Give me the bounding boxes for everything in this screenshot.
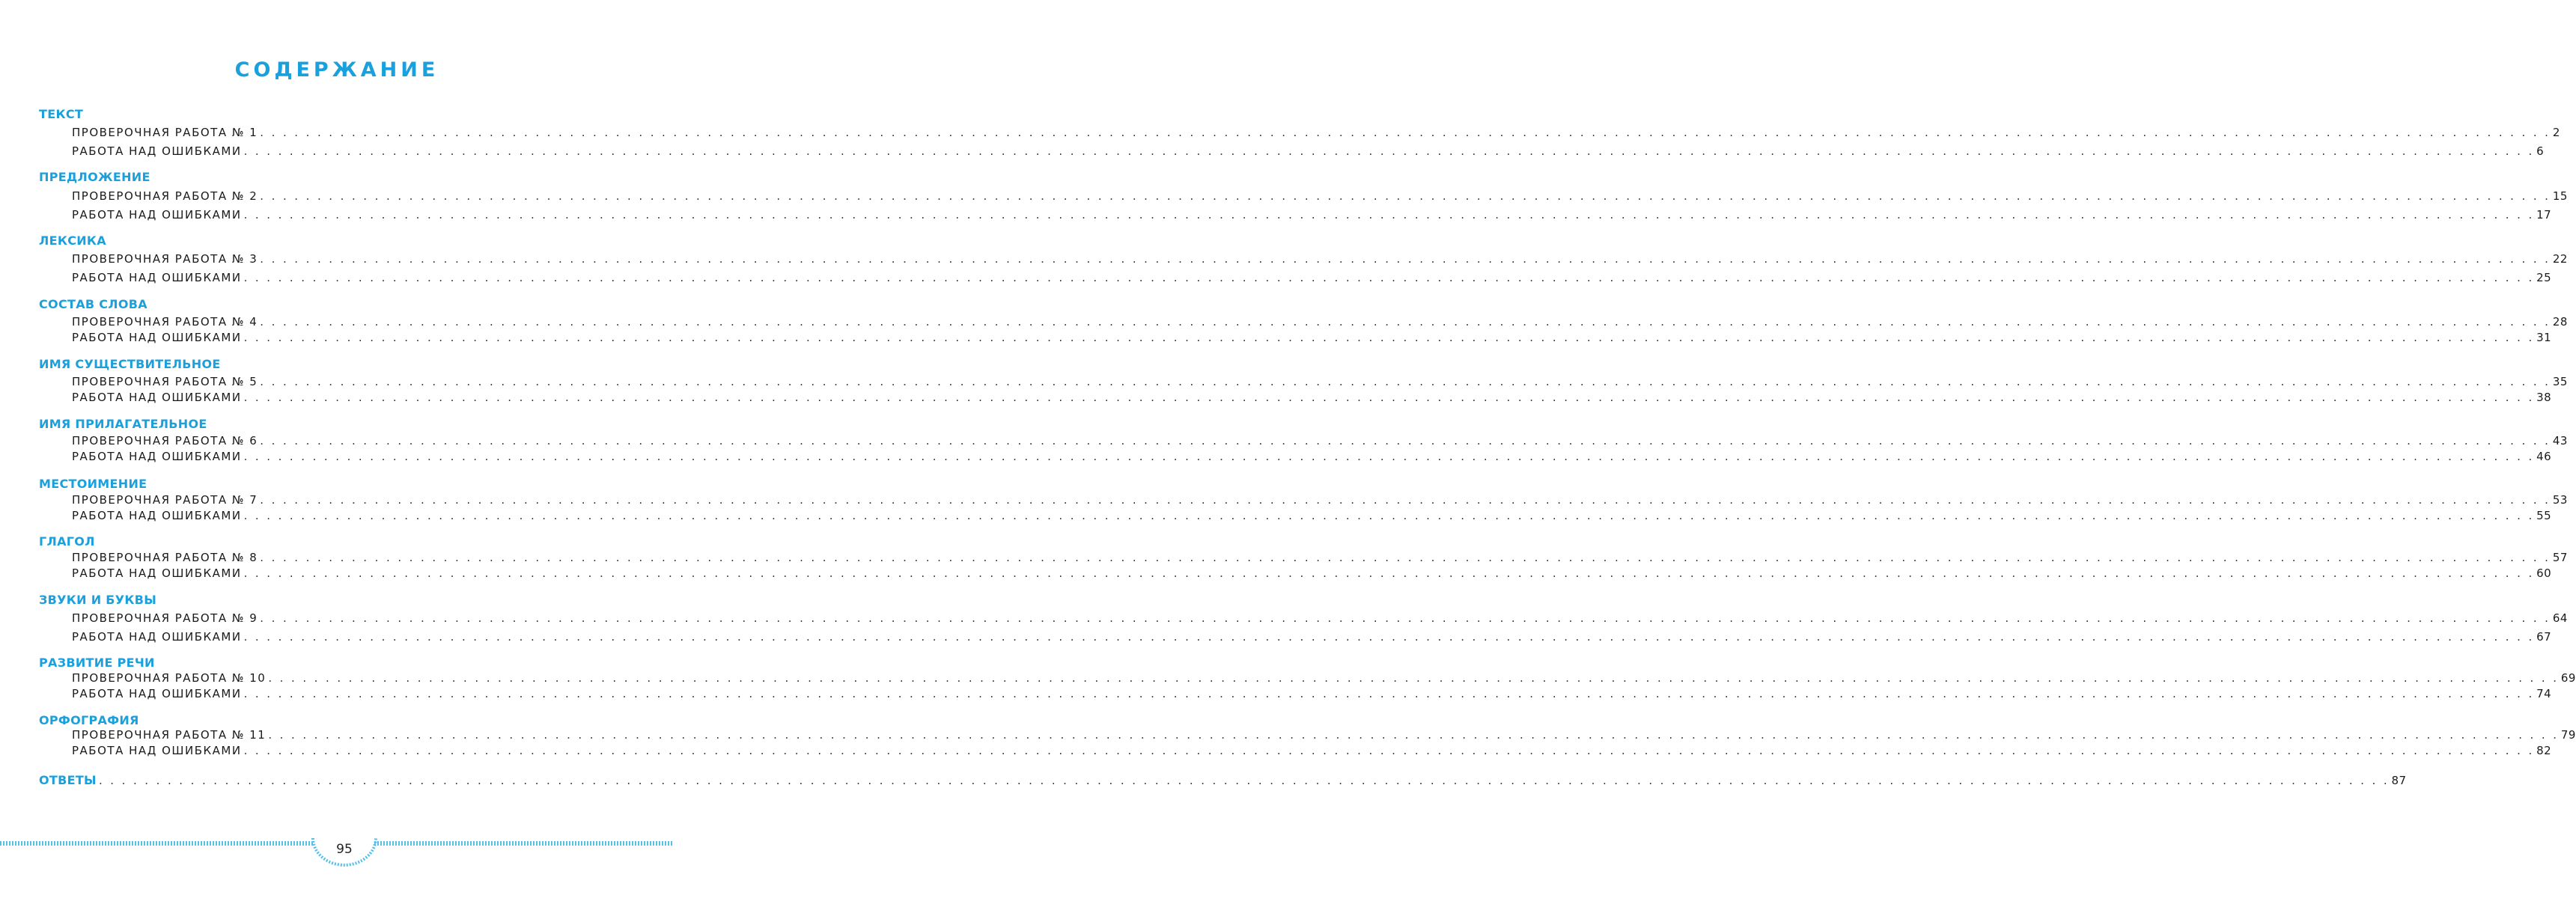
- dot-leader: . . . . . . . . . . . . . . . . . . . . . . . . . . . . . . . . . . . . . . . . . . . . . . . . . . . . . . . . . . . . . . . . . . . . . . . . . . . . . . . . . . . . . . . . . . . . . . . . . . . . . . . . . . . . . . . . . . . . . . . . . . . . . . . . . . . . . . . . . . . . . . . . . . . . . . . . . . . . . . . . . . . . . . . . . . . . . . . . . . . . . . . . . . . . . . . . . . . . . . . .: [243, 450, 2535, 463]
- section-heading: ТЕКСТ: [39, 107, 84, 121]
- toc-entry-page: 38: [2536, 391, 2552, 404]
- toc-entry-label: РАБОТА НАД ОШИБКАМИ: [72, 144, 242, 158]
- page-number: 95: [336, 842, 353, 857]
- footer-rule-right: [374, 841, 674, 846]
- toc-entry-label: РАБОТА НАД ОШИБКАМИ: [72, 509, 242, 522]
- toc-entry-page: 64: [2552, 611, 2568, 625]
- toc-entry-label: РАБОТА НАД ОШИБКАМИ: [72, 450, 242, 463]
- toc-entry-label: РАБОТА НАД ОШИБКАМИ: [72, 687, 242, 700]
- toc-entry-label: ПРОВЕРОЧНАЯ РАБОТА № 6: [72, 434, 258, 448]
- section-heading: РАЗВИТИЕ РЕЧИ: [39, 656, 155, 670]
- toc-entry-page: 25: [2536, 271, 2552, 284]
- toc-entry-label: РАБОТА НАД ОШИБКАМИ: [72, 208, 242, 222]
- toc-entry-page: 60: [2536, 566, 2552, 580]
- toc-entry-label: РАБОТА НАД ОШИБКАМИ: [72, 391, 242, 404]
- dot-leader: . . . . . . . . . . . . . . . . . . . . . . . . . . . . . . . . . . . . . . . . . . . . . . . . . . . . . . . . . . . . . . . . . . . . . . . . . . . . . . . . . . . . . . . . . . . . . . . . . . . . . . . . . . . . . . . . . . . . . . . . . . . . . . . . . . . . . . . . . . . . . . . . . . . . . . . . . . . . . . . . . . . . . . . . . . . . . . . . . . . . . . . . . . . . . . . . . . . . . . . .: [268, 671, 2559, 685]
- toc-entry: [72, 271, 2552, 286]
- toc-entry-page: 53: [2552, 493, 2568, 507]
- toc-entry-page: 79: [2560, 728, 2576, 742]
- toc-entry-label: ПРОВЕРОЧНАЯ РАБОТА № 10: [72, 671, 267, 685]
- toc-entry-page: 74: [2536, 687, 2552, 700]
- dot-leader: . . . . . . . . . . . . . . . . . . . . . . . . . . . . . . . . . . . . . . . . . . . . . . . . . . . . . . . . . . . . . . . . . . . . . . . . . . . . . . . . . . . . . . . . . . . . . . . . . . . . . . . . . . . . . . . . . . . . . . . . . . . . . . . . . . . . . . . . . . . . . . . . . . . . . . . . . . . . . . . . . . . . . . . . . . . . . . . . . . . . . . . . . . . . . . . . . . . . . . . .: [260, 189, 2551, 203]
- toc-entry-label: ПРОВЕРОЧНАЯ РАБОТА № 2: [72, 189, 258, 203]
- toc-entry-page: 28: [2552, 315, 2568, 329]
- toc-entry: [72, 434, 2568, 449]
- toc-entry: [72, 189, 2568, 204]
- toc-entry-label: ПРОВЕРОЧНАЯ РАБОТА № 3: [72, 252, 258, 266]
- dot-leader: . . . . . . . . . . . . . . . . . . . . . . . . . . . . . . . . . . . . . . . . . . . . . . . . . . . . . . . . . . . . . . . . . . . . . . . . . . . . . . . . . . . . . . . . . . . . . . . . . . . . . . . . . . . . . . . . . . . . . . . . . . . . . . . . . . . . . . . . . . . . . . . . . . . . . . . . . . . . . . . . . . . . . . . . . . . . . . . . . . . . . . . . . . . . . . . . . . . . . . . .: [243, 744, 2535, 757]
- toc-entry-label: ПРОВЕРОЧНАЯ РАБОТА № 5: [72, 375, 258, 388]
- dot-leader: . . . . . . . . . . . . . . . . . . . . . . . . . . . . . . . . . . . . . . . . . . . . . . . . . . . . . . . . . . . . . . . . . . . . . . . . . . . . . . . . . . . . . . . . . . . . . . . . . . . . . . . . . . . . . . . . . . . . . . . . . . . . . . . . . . . . . . . . . . . . . . . . . . . . . . . . . . . . . . . . . . . . . . . . . . . . . . . . . . . . . . . . . . . . . . . . . . . . . . . .: [243, 391, 2535, 404]
- dot-leader: . . . . . . . . . . . . . . . . . . . . . . . . . . . . . . . . . . . . . . . . . . . . . . . . . . . . . . . . . . . . . . . . . . . . . . . . . . . . . . . . . . . . . . . . . . . . . . . . . . . . . . . . . . . . . . . . . . . . . . . . . . . . . . . . . . . . . . . . . . . . . . . . . . . . . . . . . . . . . . . . . . . . . . . . . . . . . . . . . . . . . . . . . . . . . . . . . . . . . . . .: [243, 331, 2535, 344]
- dot-leader: . . . . . . . . . . . . . . . . . . . . . . . . . . . . . . . . . . . . . . . . . . . . . . . . . . . . . . . . . . . . . . . . . . . . . . . . . . . . . . . . . . . . . . . . . . . . . . . . . . . . . . . . . . . . . . . . . . . . . . . . . . . . . . . . . . . . . . . . . . . . . . . . . . . . . . . . . . . . . . . . . . . . . . . . . . . . . . . . . . . . . . . . . . . . . . . . . . . . . . . .: [260, 551, 2551, 564]
- dot-leader: . . . . . . . . . . . . . . . . . . . . . . . . . . . . . . . . . . . . . . . . . . . . . . . . . . . . . . . . . . . . . . . . . . . . . . . . . . . . . . . . . . . . . . . . . . . . . . . . . . . . . . . . . . . . . . . . . . . . . . . . . . . . . . . . . . . . . . . . . . . . . . . . . . . . . . . . . . . . . . . . . . . . . . . . . . . . . . . . . . . . . . . . . . . . . . . . . . . . . . . .: [260, 252, 2551, 266]
- section-heading: ОРФОГРАФИЯ: [39, 713, 139, 727]
- page-title: СОДЕРЖАНИЕ: [234, 58, 439, 82]
- toc-entry-page: 55: [2536, 509, 2552, 522]
- dot-leader: . . . . . . . . . . . . . . . . . . . . . . . . . . . . . . . . . . . . . . . . . . . . . . . . . . . . . . . . . . . . . . . . . . . . . . . . . . . . . . . . . . . . . . . . . . . . . . . . . . . . . . . . . . . . . . . . . . . . . . . . . . . . . . . . . . . . . . . . . . . . . . . . . . . . . . . . . . . . . . . . . . . . . . . . . . . . . . . . . . . . . . . . . . . . . . . . . . . . . . . .: [243, 144, 2535, 158]
- toc-entry: [72, 611, 2568, 626]
- dot-leader: . . . . . . . . . . . . . . . . . . . . . . . . . . . . . . . . . . . . . . . . . . . . . . . . . . . . . . . . . . . . . . . . . . . . . . . . . . . . . . . . . . . . . . . . . . . . . . . . . . . . . . . . . . . . . . . . . . . . . . . . . . . . . . . . . . . . . . . . . . . . . . . . . . . . . . . . . . . . . . . . . . . . . . . . . . . . . . . . . . . . . . . . . . . . . . . . . . . . . . . .: [268, 728, 2559, 742]
- dot-leader: . . . . . . . . . . . . . . . . . . . . . . . . . . . . . . . . . . . . . . . . . . . . . . . . . . . . . . . . . . . . . . . . . . . . . . . . . . . . . . . . . . . . . . . . . . . . . . . . . . . . . . . . . . . . . . . . . . . . . . . . . . . . . . . . . . . . . . . . . . . . . . . . . . . . . . . . . . . . . . . . . . . . . . . . . . . . . . . . . . . . . . . . . . . . . . . . . . . . . . . .: [260, 611, 2551, 625]
- toc-entry-page: 2: [2552, 126, 2560, 139]
- dot-leader: . . . . . . . . . . . . . . . . . . . . . . . . . . . . . . . . . . . . . . . . . . . . . . . . . . . . . . . . . . . . . . . . . . . . . . . . . . . . . . . . . . . . . . . . . . . . . . . . . . . . . . . . . . . . . . . . . . . . . . . . . . . . . . . . . . . . . . . . . . . . . . . . . . . . . . . . . . . . . . . . . . . . . . . . . . . . . . . . . . . . . . . . . . . . . . . . . . . . . . . .: [243, 271, 2535, 284]
- toc-entry-label: ПРОВЕРОЧНАЯ РАБОТА № 7: [72, 493, 258, 507]
- dot-leader: . . . . . . . . . . . . . . . . . . . . . . . . . . . . . . . . . . . . . . . . . . . . . . . . . . . . . . . . . . . . . . . . . . . . . . . . . . . . . . . . . . . . . . . . . . . . . . . . . . . . . . . . . . . . . . . . . . . . . . . . . . . . . . . . . . . . . . . . . . . . . . . . . . . . . . . . . . . . . . . . . . . . . . . . . . . . . . . . . . . . . . . . . . . . . . . . . . . . . . . .: [260, 126, 2551, 139]
- section-heading: МЕСТОИМЕНИЕ: [39, 477, 147, 491]
- section-heading: ИМЯ ПРИЛАГАТЕЛЬНОЕ: [39, 417, 207, 431]
- toc-entry-label: ПРОВЕРОЧНАЯ РАБОТА № 8: [72, 551, 258, 564]
- toc-entry: [72, 144, 2545, 159]
- toc-entry: [72, 126, 2560, 141]
- toc-entry-page: 35: [2552, 375, 2568, 388]
- dot-leader: . . . . . . . . . . . . . . . . . . . . . . . . . . . . . . . . . . . . . . . . . . . . . . . . . . . . . . . . . . . . . . . . . . . . . . . . . . . . . . . . . . . . . . . . . . . . . . . . . . . . . . . . . . . . . . . . . . . . . . . . . . . . . . . . . . . . . . . . . . . . . . . . . . . . . . . . . . . . . . . . . . . . . . . . . . . . . . . . . . . . . . . . . . . . . . . . . . . . . . . .: [260, 315, 2551, 329]
- toc-entry-label: РАБОТА НАД ОШИБКАМИ: [72, 744, 242, 757]
- toc-entry-page: 6: [2536, 144, 2545, 158]
- toc-entry-label: ПРОВЕРОЧНАЯ РАБОТА № 11: [72, 728, 267, 742]
- toc-entry: [72, 315, 2568, 330]
- toc-entry: [72, 566, 2552, 581]
- toc-entry: [72, 687, 2552, 702]
- dot-leader: . . . . . . . . . . . . . . . . . . . . . . . . . . . . . . . . . . . . . . . . . . . . . . . . . . . . . . . . . . . . . . . . . . . . . . . . . . . . . . . . . . . . . . . . . . . . . . . . . . . . . . . . . . . . . . . . . . . . . . . . . . . . . . . . . . . . . . . . . . . . . . . . . . . . . . . . . . . . . . . . . . . . . . . . . . . . . . . . . . . . . . . . . . . . . . . . . . . . . . . .: [243, 630, 2535, 644]
- dot-leader: . . . . . . . . . . . . . . . . . . . . . . . . . . . . . . . . . . . . . . . . . . . . . . . . . . . . . . . . . . . . . . . . . . . . . . . . . . . . . . . . . . . . . . . . . . . . . . . . . . . . . . . . . . . . . . . . . . . . . . . . . . . . . . . . . . . . . . . . . . . . . . . . . . . . . . . . . . . . . . . . . . . . . . . . . . . . . . . . . . . . . . . . . . . . . . . . . . . . . . . .: [243, 509, 2535, 522]
- toc-entry-label: РАБОТА НАД ОШИБКАМИ: [72, 331, 242, 344]
- toc-entry: [72, 252, 2568, 267]
- toc-entry-label: ПРОВЕРОЧНАЯ РАБОТА № 9: [72, 611, 258, 625]
- dot-leader: . . . . . . . . . . . . . . . . . . . . . . . . . . . . . . . . . . . . . . . . . . . . . . . . . . . . . . . . . . . . . . . . . . . . . . . . . . . . . . . . . . . . . . . . . . . . . . . . . . . . . . . . . . . . . . . . . . . . . . . . . . . . . . . . . . . . . . . . . . . . . . . . . . . . . . . . . . . . . . . . . . . . . . . . . . . . . . . . . . . . . . . . . . . . . . . . . . . . . . . .: [243, 208, 2535, 222]
- toc-entry: [72, 630, 2552, 645]
- toc-entry-label: ОТВЕТЫ: [39, 773, 97, 787]
- section-heading: ГЛАГОЛ: [39, 534, 95, 549]
- toc-entry-page: 82: [2536, 744, 2552, 757]
- toc-entry: [72, 493, 2568, 508]
- section-heading: ПРЕДЛОЖЕНИЕ: [39, 170, 150, 184]
- dot-leader: . . . . . . . . . . . . . . . . . . . . . . . . . . . . . . . . . . . . . . . . . . . . . . . . . . . . . . . . . . . . . . . . . . . . . . . . . . . . . . . . . . . . . . . . . . . . . . . . . . . . . . . . . . . . . . . . . . . . . . . . . . . . . . . . . . . . . . . . . . . . . . . . . . . . . . . . . . . . . . . . . . . . . . . . . . . . . . . . . . . . . . . . . . . . . . . . . . . . . . . .: [243, 566, 2535, 580]
- toc-entry-page: 43: [2552, 434, 2568, 448]
- toc-entry-page: 87: [2391, 774, 2407, 787]
- toc-entry: [72, 450, 2552, 465]
- toc-entry-label: РАБОТА НАД ОШИБКАМИ: [72, 630, 242, 644]
- toc-entry: [72, 671, 2576, 686]
- footer-rule-left: [0, 841, 314, 846]
- dot-leader: . . . . . . . . . . . . . . . . . . . . . . . . . . . . . . . . . . . . . . . . . . . . . . . . . . . . . . . . . . . . . . . . . . . . . . . . . . . . . . . . . . . . . . . . . . . . . . . . . . . . . . . . . . . . . . . . . . . . . . . . . . . . . . . . . . . . . . . . . . . . . . . . . . . . . . . . . . . . . . . . . . . . . . . . . . . . . . . . . . . . . . . . . . . . . . . . . . . . . . . .: [260, 375, 2551, 388]
- toc-entry-label: РАБОТА НАД ОШИБКАМИ: [72, 566, 242, 580]
- toc-entry-label: РАБОТА НАД ОШИБКАМИ: [72, 271, 242, 284]
- section-heading: ЛЕКСИКА: [39, 233, 106, 248]
- toc-entry-page: 31: [2536, 331, 2552, 344]
- toc-entry-page: 17: [2536, 208, 2552, 222]
- toc-entry-label: ПРОВЕРОЧНАЯ РАБОТА № 4: [72, 315, 258, 329]
- toc-entry-page: 22: [2552, 252, 2568, 266]
- toc-entry: [72, 728, 2576, 743]
- toc-entry-page: 69: [2560, 671, 2576, 685]
- section-heading: ЗВУКИ И БУКВЫ: [39, 593, 157, 607]
- toc-entry: [72, 509, 2552, 524]
- toc-entry-label: ПРОВЕРОЧНАЯ РАБОТА № 1: [72, 126, 258, 139]
- toc-entry: [72, 375, 2568, 390]
- section-heading: СОСТАВ СЛОВА: [39, 297, 147, 311]
- dot-leader: . . . . . . . . . . . . . . . . . . . . . . . . . . . . . . . . . . . . . . . . . . . . . . . . . . . . . . . . . . . . . . . . . . . . . . . . . . . . . . . . . . . . . . . . . . . . . . . . . . . . . . . . . . . . . . . . . . . . . . . . . . . . . . . . . . . . . . . . . . . . . . . . . . . . . . . . . . . . . . . . . . . . . . . . . . . . . . . . . . . . . . . . . . . . . . . . . . . . . . . .: [98, 774, 2390, 787]
- toc-entry-page: 46: [2536, 450, 2552, 463]
- dot-leader: . . . . . . . . . . . . . . . . . . . . . . . . . . . . . . . . . . . . . . . . . . . . . . . . . . . . . . . . . . . . . . . . . . . . . . . . . . . . . . . . . . . . . . . . . . . . . . . . . . . . . . . . . . . . . . . . . . . . . . . . . . . . . . . . . . . . . . . . . . . . . . . . . . . . . . . . . . . . . . . . . . . . . . . . . . . . . . . . . . . . . . . . . . . . . . . . . . . . . . . .: [260, 493, 2551, 507]
- answers-entry: [39, 773, 2407, 788]
- toc-entry: [72, 391, 2552, 406]
- toc-entry: [72, 208, 2552, 223]
- toc-entry-page: 57: [2552, 551, 2568, 564]
- toc-entry-page: 15: [2552, 189, 2568, 203]
- section-heading: ИМЯ СУЩЕСТВИТЕЛЬНОЕ: [39, 357, 221, 371]
- toc-entry: [72, 331, 2552, 346]
- dot-leader: . . . . . . . . . . . . . . . . . . . . . . . . . . . . . . . . . . . . . . . . . . . . . . . . . . . . . . . . . . . . . . . . . . . . . . . . . . . . . . . . . . . . . . . . . . . . . . . . . . . . . . . . . . . . . . . . . . . . . . . . . . . . . . . . . . . . . . . . . . . . . . . . . . . . . . . . . . . . . . . . . . . . . . . . . . . . . . . . . . . . . . . . . . . . . . . . . . . . . . . .: [260, 434, 2551, 448]
- toc-entry: [72, 551, 2568, 566]
- dot-leader: . . . . . . . . . . . . . . . . . . . . . . . . . . . . . . . . . . . . . . . . . . . . . . . . . . . . . . . . . . . . . . . . . . . . . . . . . . . . . . . . . . . . . . . . . . . . . . . . . . . . . . . . . . . . . . . . . . . . . . . . . . . . . . . . . . . . . . . . . . . . . . . . . . . . . . . . . . . . . . . . . . . . . . . . . . . . . . . . . . . . . . . . . . . . . . . . . . . . . . . .: [243, 687, 2535, 700]
- toc-entry: [72, 744, 2552, 759]
- toc-entry-page: 67: [2536, 630, 2552, 644]
